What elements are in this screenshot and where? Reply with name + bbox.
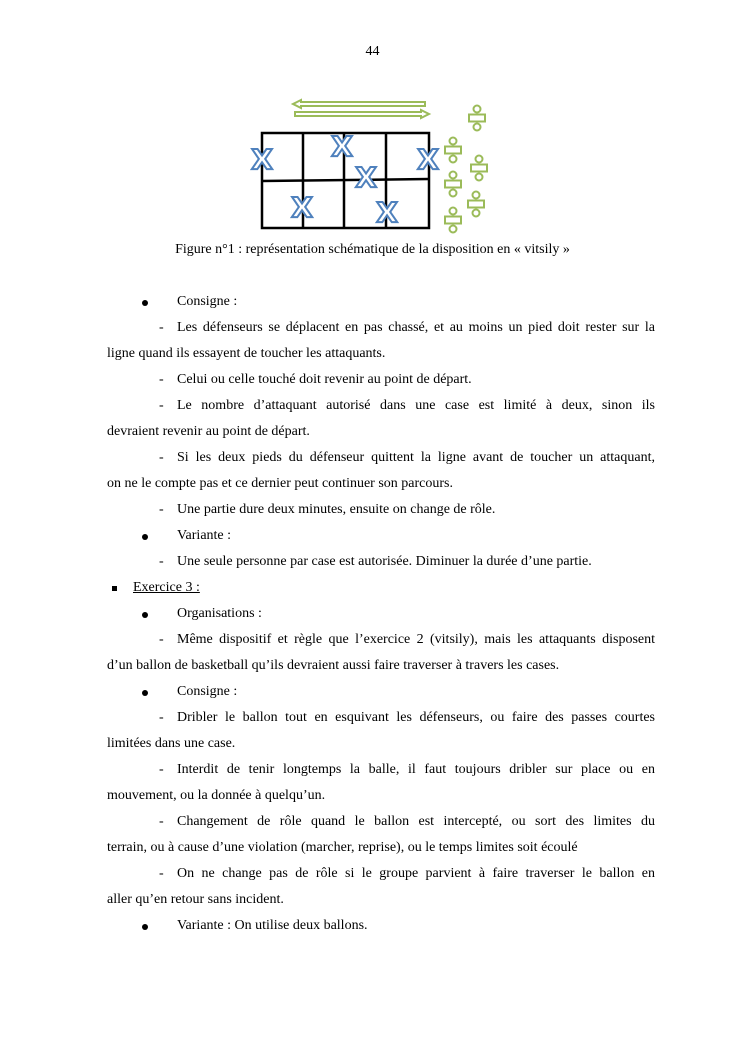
figure-caption: Figure n°1 : représentation schématique de la disposition en « vitsily »: [175, 242, 570, 257]
item-line: Le nombre d’attaquant autorisé dans une case est limité à deux, sinon ils: [177, 398, 655, 413]
attacker-icon: [445, 138, 461, 163]
item-line: Une partie dure deux minutes, ensuite on change de rôle.: [177, 502, 496, 517]
item-line: ligne quand ils essayent de toucher les attaquants.: [107, 346, 386, 361]
item-line: Dribler le ballon tout en esquivant les défenseurs, ou faire des passes courtes: [177, 710, 655, 725]
bullet-icon: [142, 690, 148, 696]
dash-marker: -: [159, 632, 164, 647]
item-line: Si les deux pieds du défenseur quittent la ligne avant de toucher un attaquant,: [177, 450, 655, 465]
dash-marker: -: [159, 710, 164, 725]
attacker-icon: [469, 106, 485, 131]
defender-x-icon: X: [251, 143, 273, 176]
dash-marker: -: [159, 320, 164, 335]
dash-marker: -: [159, 502, 164, 517]
bullet-icon: [142, 924, 148, 930]
square-bullet-icon: [112, 586, 117, 591]
defender-x-icon: X: [331, 130, 353, 163]
variante-line: Variante : On utilise deux ballons.: [177, 918, 368, 933]
organisations-heading: Organisations :: [177, 606, 262, 621]
defender-x-icon: X: [291, 191, 313, 224]
defender-x-icon: X: [417, 143, 439, 176]
defender-x-icon: X: [355, 161, 377, 194]
item-line: mouvement, ou la donnée à quelqu’un.: [107, 788, 326, 803]
item-line: Les défenseurs se déplacent en pas chassé, et au moins un pied doit rester sur la: [177, 320, 655, 335]
page-number: 44: [365, 44, 380, 59]
attacker-icon: [468, 192, 484, 217]
defender-x-icon: X: [376, 196, 398, 229]
dash-marker: -: [159, 866, 164, 881]
item-line: Changement de rôle quand le ballon est intercepté, ou sort des limites du: [177, 814, 655, 829]
dash-marker: -: [159, 554, 164, 569]
attacker-icon: [471, 156, 487, 181]
vitsily-diagram: [245, 92, 505, 234]
item-line: d’un ballon de basketball qu’ils devraient aussi faire traverser à travers les cases.: [107, 658, 560, 673]
item-line: aller qu’en retour sans incident.: [107, 892, 284, 907]
item-line: Même dispositif et règle que l’exercice 2 (vitsily), mais les attaquants disposent: [177, 632, 655, 647]
item-line: devraient revenir au point de départ.: [107, 424, 310, 439]
dash-marker: -: [159, 450, 164, 465]
variante-heading: Variante :: [177, 528, 232, 543]
item-line: limitées dans une case.: [107, 736, 236, 751]
bullet-icon: [142, 300, 148, 306]
attacker-icon: [445, 208, 461, 233]
attackers: [445, 106, 487, 233]
bullet-icon: [142, 612, 148, 618]
item-line: Celui ou celle touché doit revenir au point de départ.: [177, 372, 472, 387]
dash-marker: -: [159, 762, 164, 777]
consigne-heading: Consigne :: [177, 294, 238, 309]
exercice-title: Exercice 3 :: [133, 580, 200, 595]
item-line: on ne le compte pas et ce dernier peut continuer son parcours.: [107, 476, 453, 491]
item-line: Une seule personne par case est autorisée. Diminuer la durée d’une partie.: [177, 554, 592, 569]
dash-marker: -: [159, 372, 164, 387]
item-line: terrain, ou à cause d’une violation (marcher, reprise), ou le temps limites soit écoulé: [107, 840, 578, 855]
item-line: Interdit de tenir longtemps la balle, il faut toujours dribler sur place ou en: [177, 762, 655, 777]
dash-marker: -: [159, 398, 164, 413]
attacker-icon: [445, 172, 461, 197]
movement-arrow-icon: [293, 100, 429, 118]
item-line: On ne change pas de rôle si le groupe parvient à faire traverser le ballon en: [177, 866, 655, 881]
dash-marker: -: [159, 814, 164, 829]
consigne-heading: Consigne :: [177, 684, 238, 699]
bullet-icon: [142, 534, 148, 540]
